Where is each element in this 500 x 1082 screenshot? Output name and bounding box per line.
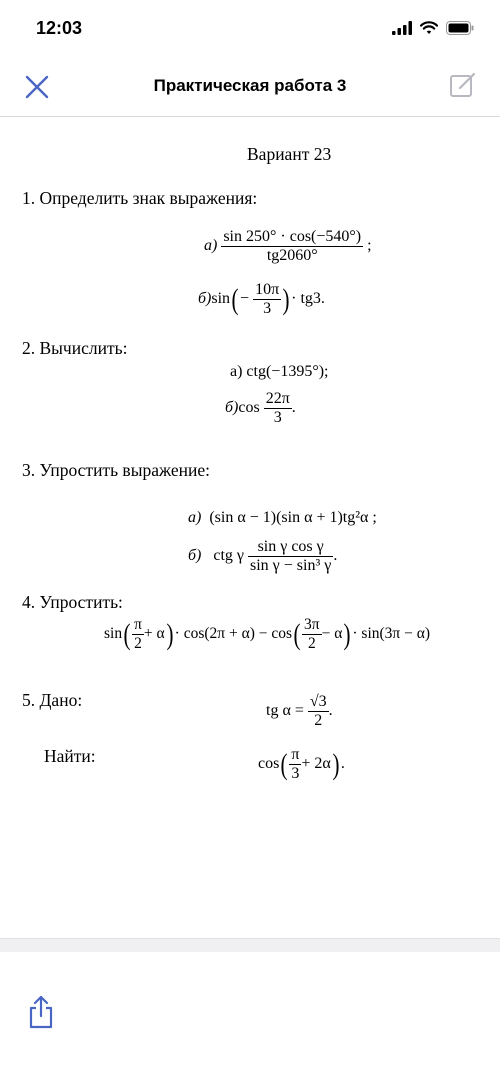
paren-right-icon: ) — [332, 747, 340, 781]
share-icon[interactable] — [26, 994, 56, 1030]
status-bar — [0, 0, 500, 56]
task-5-find-title: Найти: — [44, 746, 96, 766]
task-3b-end: . — [333, 547, 338, 565]
task-3b-denominator: sin γ − sin³ γ — [250, 557, 332, 574]
toolbar-separator — [0, 938, 500, 953]
task-3b — [188, 538, 337, 575]
signal-icon — [392, 21, 412, 35]
task-3a — [188, 509, 377, 527]
edit-icon[interactable] — [448, 70, 478, 100]
task-2b — [225, 390, 296, 427]
bottom-toolbar — [0, 952, 500, 1082]
paren-left-icon: ( — [280, 747, 288, 781]
task-5-given-numerator: √3 — [309, 693, 327, 710]
task-1a-numerator: sin 250° · cos(−540°) — [223, 228, 362, 245]
task-2b-label: б) — [225, 399, 239, 417]
task-4-part-1: sin — [104, 625, 123, 643]
task-5-given-fraction — [308, 693, 329, 730]
task-1b-numerator: 10π — [255, 281, 280, 298]
paren-right-icon: ) — [166, 617, 174, 651]
paren-left-icon: ( — [293, 617, 301, 651]
task-1b-minus: − — [240, 290, 250, 308]
task-2b-fraction — [264, 390, 292, 427]
wifi-icon — [420, 21, 438, 35]
task-3b-ctg: ctg γ — [213, 547, 244, 565]
paren-right-icon: ) — [282, 282, 290, 316]
task-2b-numerator: 22π — [265, 390, 290, 407]
paren-right-icon: ) — [343, 617, 351, 651]
task-4-part-5: · sin(3π − α) — [352, 625, 431, 643]
paren-left-icon: ( — [231, 282, 239, 316]
task-1a-denominator: tg2060° — [221, 246, 363, 265]
task-1b-sin: sin — [211, 290, 231, 308]
task-1b-label: б) — [198, 290, 212, 308]
task-1a — [204, 228, 372, 265]
task-3-title: 3. Упростить выражение: — [22, 460, 210, 480]
task-5-title: 5. Дано: — [22, 690, 83, 710]
task-5-find-denominator: 3 — [289, 764, 301, 783]
task-5-given-denominator: 2 — [308, 711, 329, 730]
task-5-find-end: . — [340, 755, 345, 773]
task-5-find-numerator: π — [291, 746, 300, 763]
task-5-find-tail: + 2α — [301, 755, 331, 773]
task-4-title: 4. Упростить: — [22, 592, 123, 612]
task-3b-numerator: sin γ cos γ — [257, 538, 324, 555]
task-1b-tail: · tg3. — [291, 290, 325, 308]
task-5-find-cos: cos — [258, 755, 280, 773]
task-5-given — [266, 693, 333, 730]
task-2-title: 2. Вычислить: — [22, 338, 128, 358]
task-2a: а) ctg(−1395°); — [230, 363, 329, 380]
task-1b-denominator: 3 — [253, 299, 281, 318]
task-3b-fraction — [248, 538, 333, 575]
document-title: Практическая работа 3 — [153, 76, 347, 95]
task-5-find-fraction — [289, 746, 301, 783]
document-page — [0, 118, 500, 938]
task-5-find — [258, 746, 345, 783]
task-4-part-4: − α — [321, 625, 343, 643]
task-5-given-lhs: tg α = — [266, 702, 304, 720]
battery-icon — [446, 21, 474, 35]
task-2b-denominator: 3 — [264, 408, 292, 427]
task-4-fraction-2-numerator: 3π — [304, 616, 320, 633]
task-4-fraction-2 — [302, 616, 322, 653]
navigation-bar — [0, 56, 500, 117]
task-4-part-2: + α — [143, 625, 165, 643]
task-3a-expression: (sin α − 1)(sin α + 1)tg²α ; — [209, 509, 377, 526]
task-1a-end: ; — [367, 237, 372, 255]
status-time: 12:03 — [36, 18, 83, 38]
task-1-title: 1. Определить знак выражения: — [22, 188, 258, 208]
task-4-part-3: · cos(2π + α) − cos — [174, 625, 293, 643]
variant-heading: Вариант 23 — [247, 144, 332, 164]
task-4-fraction-1 — [132, 616, 144, 653]
task-1a-label: а) — [204, 237, 218, 255]
task-2b-end: . — [291, 399, 296, 417]
paren-left-icon: ( — [123, 617, 131, 651]
task-4-fraction-1-numerator: π — [134, 616, 142, 633]
task-1b — [198, 281, 325, 318]
task-4-fraction-2-denominator: 2 — [302, 634, 322, 653]
task-1b-fraction — [253, 281, 281, 318]
task-4-expression — [104, 616, 430, 653]
task-1a-fraction — [221, 228, 363, 265]
task-4-fraction-1-denominator: 2 — [132, 634, 144, 653]
task-3b-label: б) — [188, 547, 202, 565]
task-2b-cos: cos — [238, 399, 260, 417]
task-5-given-end: . — [328, 702, 333, 720]
task-3a-label: а) — [188, 509, 202, 526]
status-icons — [392, 20, 474, 36]
